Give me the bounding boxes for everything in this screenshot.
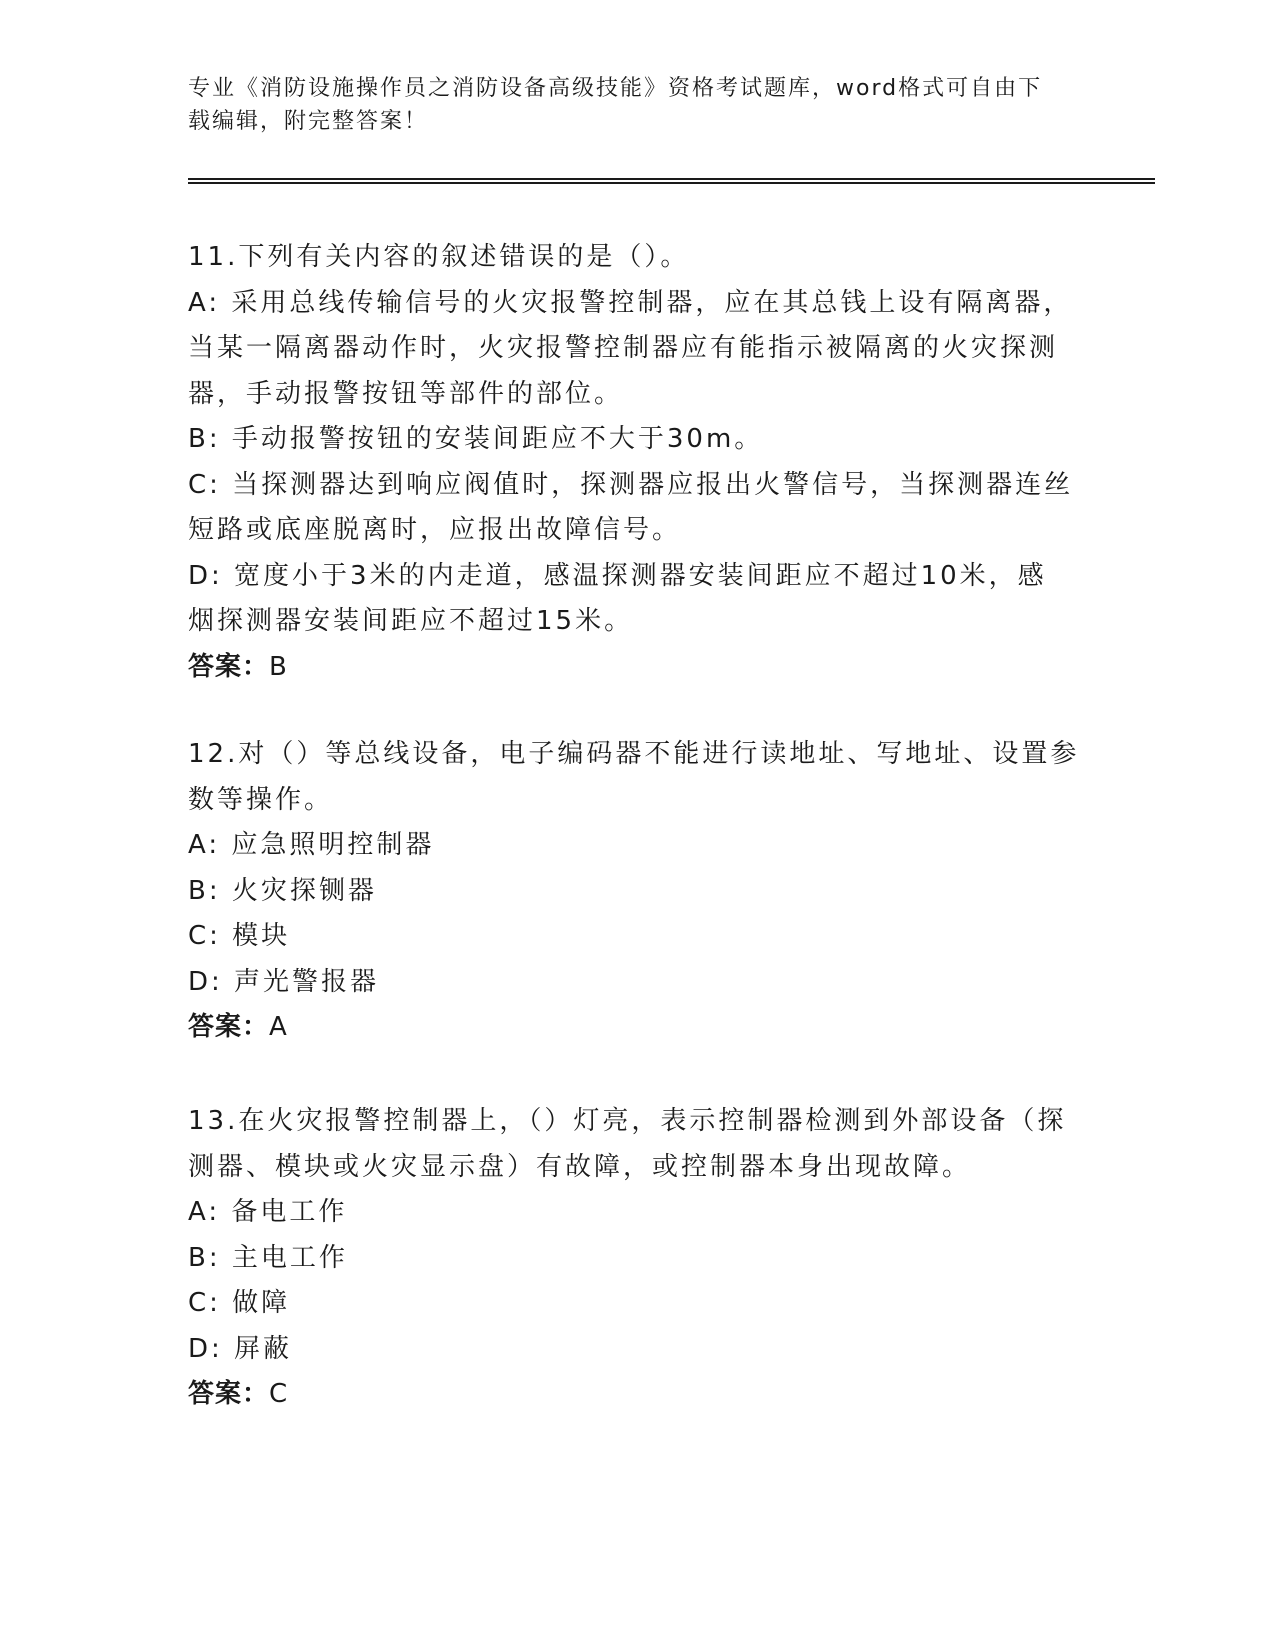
answer-value: A: [269, 1012, 288, 1042]
question-stem: 数等操作。: [188, 784, 334, 815]
option-line: D: 宽度小于3米的内走道，感温探测器安装间距应不超过10米，感: [188, 560, 1047, 591]
answer-value: C: [269, 1379, 289, 1409]
question-11: [188, 235, 1088, 690]
answer-line: [188, 1372, 1088, 1418]
question-stem: 测器、模块或火灾显示盘）有故障，或控制器本身出现故障。: [188, 1151, 972, 1182]
option-line: 器，手动报警按钮等部件的部位。: [188, 378, 624, 409]
option-line: 当某一隔离器动作时，火灾报警控制器应有能指示被隔离的火灾探测: [188, 333, 1059, 363]
option-a: A: 备电工作: [188, 1197, 348, 1227]
option-b: B: 主电工作: [188, 1242, 348, 1273]
option-c: C: 模块: [188, 921, 291, 951]
page-header: [188, 72, 1068, 138]
option-b: [188, 417, 1088, 463]
answer-label: 答案：: [188, 1012, 270, 1042]
header-line-2: 载编辑，附完整答案！: [188, 109, 429, 134]
header-line-1: 专业《消防设施操作员之消防设备高级技能》资格考试题库，word格式可自由下: [188, 76, 1043, 101]
answer-line: [188, 645, 1088, 691]
option-line: B: 手动报警按钮的安装间距应不大于30m。: [188, 424, 764, 454]
option-c: C: 做障: [188, 1288, 291, 1318]
option-d: [188, 554, 1088, 645]
option-d: D: 声光警报器: [188, 966, 380, 997]
header-divider-secondary: [188, 182, 1155, 184]
option-d: D: 屏蔽: [188, 1333, 293, 1364]
option-line: 烟探测器安装间距应不超过15米。: [188, 606, 634, 636]
question-13: [188, 1099, 1088, 1418]
header-divider: [188, 178, 1155, 180]
answer-value: B: [269, 651, 288, 682]
question-stem: 11.下列有关内容的叙述错误的是（）。: [188, 242, 690, 272]
answer-label: 答案：: [188, 651, 270, 682]
answer-line: [188, 1005, 1088, 1051]
question-stem: 13.在火灾报警控制器上，（）灯亮，表示控制器检测到外部设备（探: [188, 1106, 1067, 1136]
option-c: [188, 463, 1088, 554]
option-line: C: 当探测器达到响应阀值时，探测器应报出火警信号，当探测器连丝: [188, 469, 1074, 500]
question-stem: 12.对（）等总线设备，电子编码器不能进行读地址、写地址、设置参: [188, 739, 1080, 769]
question-12: [188, 732, 1088, 1051]
answer-label: 答案：: [188, 1379, 270, 1409]
option-b: B: 火灾探铡器: [188, 875, 377, 906]
option-a: [188, 281, 1088, 418]
option-a: A: 应急照明控制器: [188, 830, 435, 860]
option-line: A: 采用总线传输信号的火灾报警控制器，应在其总钱上设有隔离器，: [188, 287, 1073, 318]
option-line: 短路或底座脱离时，应报出故障信号。: [188, 515, 682, 545]
